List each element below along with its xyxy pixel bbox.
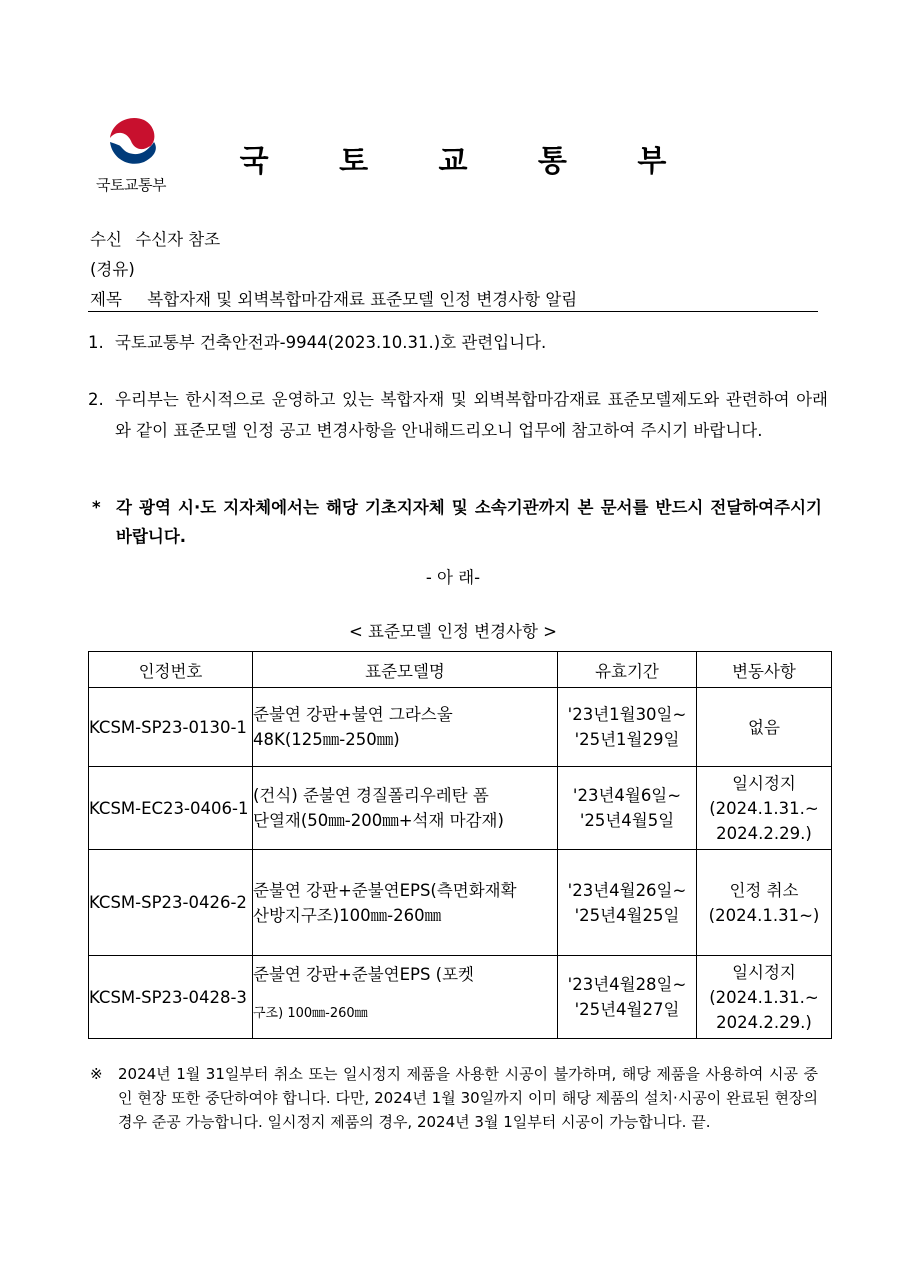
model-name-line: 구조) 100㎜-260㎜ (253, 1006, 368, 1021)
model-name-line: 준불연 강판+불연 그라스울 (253, 705, 453, 724)
cert-number: KCSM-SP23-0428-3 (89, 956, 253, 1039)
logo-text: 국토교통부 (96, 176, 166, 194)
header-model-name: 표준모델명 (253, 652, 558, 688)
change-line: 2024.2.29.) (716, 1012, 812, 1032)
period-start: '23년1월30일~ (567, 705, 687, 724)
below-label: - 아 래- (425, 568, 481, 587)
model-name (253, 956, 558, 1039)
change-status (697, 688, 832, 767)
valid-period (558, 956, 697, 1039)
change-line: 2024.2.29.) (716, 823, 812, 843)
table-row (89, 956, 832, 1039)
period-end: '25년4월27일 (574, 1000, 680, 1019)
reference-mark: ※ (90, 1065, 103, 1083)
cert-number: KCSM-SP23-0426-2 (89, 850, 253, 956)
period-end: '25년4월5일 (579, 811, 675, 830)
model-name-line: 산방지구조)100㎜-260㎜ (253, 905, 442, 925)
model-name (253, 850, 558, 956)
model-name-line: 준불연 강판+준불연EPS (포켓 (253, 965, 474, 984)
recipient-value: 수신자 참조 (135, 230, 221, 249)
cert-number: KCSM-SP23-0130-1 (89, 688, 253, 767)
table-row (89, 850, 832, 956)
paragraph-2-number: 2. (88, 390, 104, 409)
change-status (697, 767, 832, 850)
model-name (253, 767, 558, 850)
model-name-line: 단열재(50㎜-200㎜+석재 마감재) (253, 811, 504, 830)
valid-period (558, 688, 697, 767)
period-start: '23년4월28일~ (567, 975, 687, 994)
change-status (697, 956, 832, 1039)
header-cert-number: 인정번호 (89, 652, 253, 688)
header-change: 변동사항 (697, 652, 832, 688)
change-line: 없음 (748, 717, 780, 737)
recipient-label: 수신 (90, 230, 122, 249)
note-text: 각 광역 시·도 지자체에서는 해당 기초지자체 및 소속기관까지 본 문서를 반드시 전달하여주시기 바랍니다. (116, 498, 822, 546)
recipient-line (90, 226, 220, 250)
change-line: 일시정지 (732, 962, 796, 982)
period-end: '25년1월29일 (574, 730, 680, 749)
table-header-row (89, 652, 832, 688)
table-row (89, 767, 832, 850)
paragraph-2 (88, 384, 828, 446)
period-end: '25년4월25일 (574, 905, 680, 925)
note-star: * (92, 498, 101, 517)
change-line: (2024.1.31.~ (709, 798, 819, 818)
period-start: '23년4월26일~ (567, 880, 687, 900)
subject-value: 복합자재 및 외벽복합마감재료 표준모델 인정 변경사항 알림 (147, 290, 578, 309)
table-title: < 표준모델 인정 변경사항 > (348, 622, 558, 641)
footer-note (88, 1062, 818, 1134)
paragraph-1-text: 국토교통부 건축안전과-9944(2023.10.31.)호 관련입니다. (115, 333, 547, 352)
change-line: 일시정지 (732, 773, 796, 793)
change-line: (2024.1.31~) (708, 905, 820, 925)
paragraph-1 (88, 327, 828, 358)
via-label: (경유) (90, 260, 135, 279)
distribution-note (92, 493, 822, 551)
footer-note-text: 2024년 1월 31일부터 취소 또는 일시정지 제품을 사용한 시공이 불가하며, 해당 제품을 사용하여 시공 중인 현장 또한 중단하여야 합니다. 다만, 2024년 1월 30일까지 이미 해당 제품의 설치·시공이 완료된 현장의 경우 준공 가능합니다. 일시정지 제품의 경우, 2024년 3월 1일부터 시공이 가능합니다. 끝. (118, 1065, 818, 1131)
table-row (89, 688, 832, 767)
model-name-line: (건식) 준불연 경질폴리우레탄 폼 (253, 786, 489, 805)
change-status (697, 850, 832, 956)
via-line (90, 256, 135, 280)
model-name-line: 48K(125㎜-250㎜) (253, 730, 400, 749)
header-valid-period: 유효기간 (558, 652, 697, 688)
valid-period (558, 850, 697, 956)
change-line: 인정 취소 (729, 880, 799, 900)
subject-line (90, 286, 577, 310)
change-line: (2024.1.31.~ (709, 987, 819, 1007)
standard-model-table (88, 651, 832, 1039)
subject-label: 제목 (90, 290, 122, 309)
valid-period (558, 767, 697, 850)
model-name-line: 준불연 강판+준불연EPS(측면화재확 (253, 880, 517, 900)
paragraph-1-number: 1. (88, 333, 104, 352)
cert-number: KCSM-EC23-0406-1 (89, 767, 253, 850)
header-divider (88, 311, 818, 312)
model-name (253, 688, 558, 767)
period-start: '23년4월6일~ (572, 786, 682, 805)
paragraph-2-text: 우리부는 한시적으로 운영하고 있는 복합자재 및 외벽복합마감재료 표준모델제도와 관련하여 아래와 같이 표준모델 인정 공고 변경사항을 안내해드리오니 업무에 참고하여 주시기 바랍니다. (115, 390, 828, 440)
ministry-title: 국 토 교 통 부 (239, 144, 697, 179)
